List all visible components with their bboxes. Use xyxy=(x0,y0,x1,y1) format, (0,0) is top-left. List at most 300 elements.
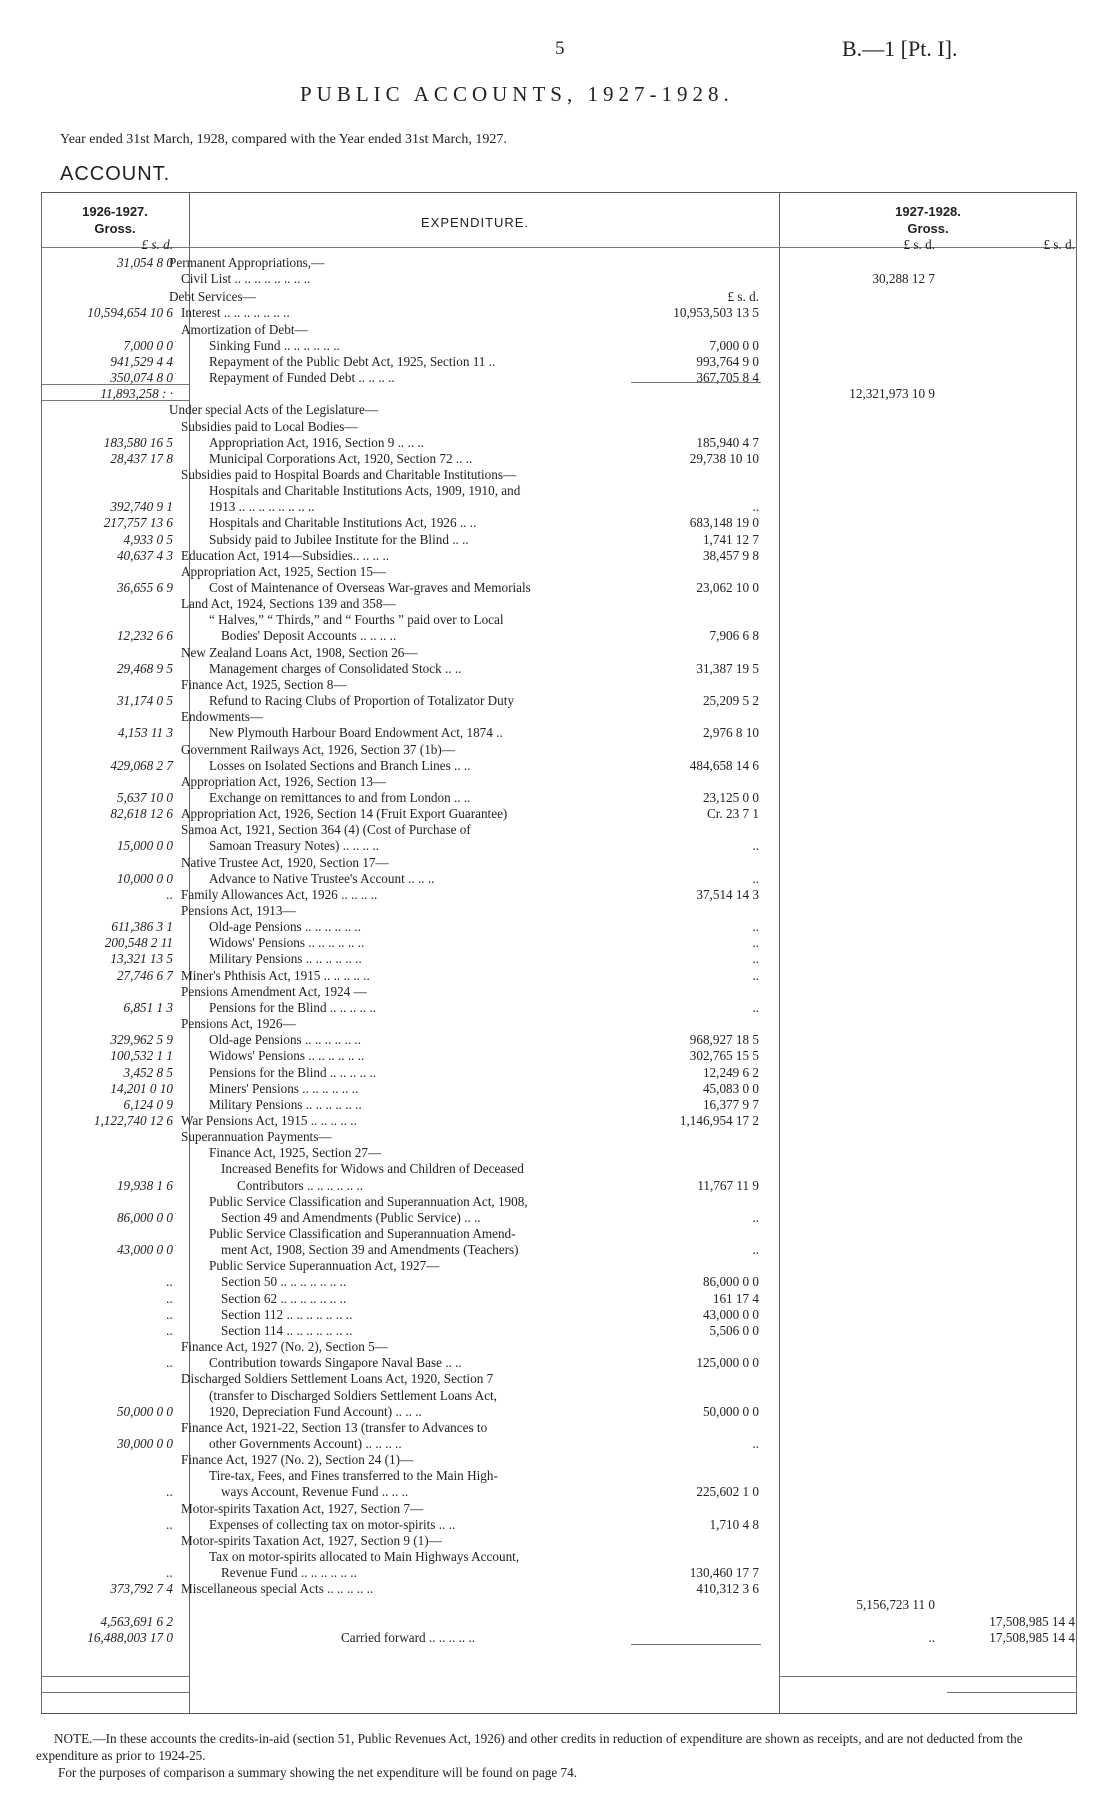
detail-amount: 484,658 14 6 xyxy=(689,757,759,773)
prev-year-amount: 29,468 9 5 xyxy=(116,660,173,676)
table-row xyxy=(41,725,1077,741)
row-description: War Pensions Act, 1915 .. .. .. .. .. xyxy=(181,1112,357,1128)
row-description: Appropriation Act, 1926, Section 14 (Fruit Export Guarantee) xyxy=(181,806,508,822)
prev-year-amount: 11,893,258 : · xyxy=(100,386,173,402)
table-row xyxy=(41,1501,1077,1517)
row-description: Section 49 and Amendments (Public Service) .. .. xyxy=(221,1209,481,1225)
detail-amount: 38,457 9 8 xyxy=(702,547,759,563)
detail-amount: 45,083 0 0 xyxy=(702,1080,759,1096)
table-row xyxy=(41,1048,1077,1064)
detail-amount: Cr. 23 7 1 xyxy=(706,806,759,822)
row-description: Repayment of Funded Debt .. .. .. .. xyxy=(209,370,395,386)
table-row xyxy=(41,774,1077,790)
detail-amount: 2,976 8 10 xyxy=(702,725,759,741)
row-description: Subsidies paid to Local Bodies— xyxy=(181,418,358,434)
row-description: Finance Act, 1921-22, Section 13 (transfer to Advances to xyxy=(181,1419,488,1435)
row-description: Widows' Pensions .. .. .. .. .. .. xyxy=(209,935,365,951)
prev-year-amount: 30,000 0 0 xyxy=(116,1435,173,1451)
detail-amount: 7,906 6 8 xyxy=(709,628,759,644)
detail-amount: .. xyxy=(752,967,759,983)
row-description: Education Act, 1914—Subsidies.. .. .. .. xyxy=(181,547,390,563)
detail-amount: 1,146,954 17 2 xyxy=(679,1112,759,1128)
table-row xyxy=(41,515,1077,531)
table-row xyxy=(41,1371,1077,1387)
footnote-text-2: For the purposes of comparison a summary showing the net expenditure will be found on page 74. xyxy=(58,1765,577,1780)
total-rule xyxy=(947,1692,1077,1693)
detail-amount: 7,000 0 0 xyxy=(709,337,759,353)
row-description: Government Railways Act, 1926, Section 37 (1b)— xyxy=(181,741,455,757)
row-description: Refund to Racing Clubs of Proportion of Totalizator Duty xyxy=(209,693,515,709)
prev-year-amount: 329,962 5 9 xyxy=(110,1032,173,1048)
currency-header-gross: £ s. d. xyxy=(903,237,935,252)
detail-amount: .. xyxy=(752,919,759,935)
row-description: Native Trustee Act, 1920, Section 17— xyxy=(181,854,389,870)
detail-amount: 10,953,503 13 5 xyxy=(673,305,759,321)
row-description: Samoa Act, 1921, Section 364 (4) (Cost of Purchase of xyxy=(181,822,471,838)
table-row xyxy=(41,984,1077,1000)
table-row xyxy=(41,532,1077,548)
prev-year-amount: 6,124 0 9 xyxy=(123,1096,173,1112)
gross-total: 17,508,985 14 4 xyxy=(989,1613,1075,1629)
row-description: (transfer to Discharged Soldiers Settlement Loans Act, xyxy=(209,1387,497,1403)
row-description: Appropriation Act, 1926, Section 13— xyxy=(181,773,387,789)
table-row xyxy=(41,677,1077,693)
detail-amount: 25,209 5 2 xyxy=(702,693,759,709)
table-row xyxy=(41,386,1077,402)
row-description: Subsidies paid to Hospital Boards and Charitable Institutions— xyxy=(181,466,517,482)
table-row xyxy=(41,1355,1077,1371)
prev-year-amount: 43,000 0 0 xyxy=(116,1242,173,1258)
row-description: Finance Act, 1925, Section 27— xyxy=(209,1145,382,1161)
detail-amount: .. xyxy=(752,1435,759,1451)
detail-amount: 12,249 6 2 xyxy=(702,1064,759,1080)
prev-year-amount: 14,201 0 10 xyxy=(110,1080,173,1096)
row-description: Tire-tax, Fees, and Fines transferred to the Main High- xyxy=(209,1468,498,1484)
table-row xyxy=(41,1097,1077,1113)
row-description: Hospitals and Charitable Institutions Acts, 1909, 1910, and xyxy=(209,483,521,499)
row-description: Exchange on remittances to and from London .. .. xyxy=(209,789,471,805)
prev-year-amount: 4,153 11 3 xyxy=(117,725,173,741)
prev-year-amount: 941,529 4 4 xyxy=(110,353,173,369)
row-description: Cost of Maintenance of Overseas War-graves and Memorials xyxy=(209,580,531,595)
detail-amount: 1,710 4 8 xyxy=(709,1516,759,1532)
table-row xyxy=(41,1274,1077,1290)
detail-amount: 302,765 15 5 xyxy=(689,1048,759,1064)
table-row xyxy=(41,1323,1077,1339)
prev-year-amount: .. xyxy=(166,1290,173,1306)
table-row xyxy=(41,419,1077,435)
table-row xyxy=(41,1339,1077,1355)
table-row xyxy=(41,855,1077,871)
expenditure-header: EXPENDITURE. xyxy=(421,215,530,230)
table-row xyxy=(41,1081,1077,1097)
table-row xyxy=(41,580,1077,596)
table-row xyxy=(41,1194,1077,1210)
row-description: Appropriation Act, 1916, Section 9 .. .. .. xyxy=(209,434,425,450)
prev-year-amount: .. xyxy=(166,1565,173,1581)
detail-amount: 130,460 17 7 xyxy=(689,1565,759,1581)
row-description: Increased Benefits for Widows and Children of Deceased xyxy=(221,1161,524,1177)
table-row xyxy=(41,1065,1077,1081)
detail-amount: .. xyxy=(752,870,759,886)
row-description: Pensions for the Blind .. .. .. .. .. xyxy=(209,999,377,1015)
detail-amount: 86,000 0 0 xyxy=(702,1274,759,1290)
row-description: Finance Act, 1927 (No. 2), Section 5— xyxy=(181,1339,388,1355)
table-row xyxy=(41,596,1077,612)
table-row xyxy=(41,661,1077,677)
prev-gross-label: Gross. xyxy=(94,221,136,236)
detail-amount: 43,000 0 0 xyxy=(702,1306,759,1322)
row-description: Civil List .. .. .. .. .. .. .. .. xyxy=(181,271,311,287)
row-description: Military Pensions .. .. .. .. .. .. xyxy=(209,951,362,967)
row-description: Permanent Appropriations,— xyxy=(169,255,325,270)
prev-year-amount: .. xyxy=(166,1355,173,1371)
detail-amount: .. xyxy=(752,1242,759,1258)
table-row xyxy=(41,951,1077,967)
row-description: ment Act, 1908, Section 39 and Amendments (Teachers) xyxy=(221,1242,519,1258)
table-row xyxy=(41,693,1077,709)
table-row xyxy=(41,451,1077,467)
prev-year-amount: 217,757 13 6 xyxy=(103,515,173,531)
table-row xyxy=(41,1307,1077,1323)
row-description: Section 62 .. .. .. .. .. .. .. xyxy=(221,1290,347,1306)
table-row xyxy=(41,790,1077,806)
prev-year-amount: 15,000 0 0 xyxy=(116,838,173,854)
prev-year-amount: 12,232 6 6 xyxy=(116,628,173,644)
table-row xyxy=(41,1129,1077,1145)
table-row xyxy=(41,1388,1077,1404)
prev-year-amount: .. xyxy=(166,1516,173,1532)
detail-amount: 23,062 10 0 xyxy=(696,580,759,595)
table-row xyxy=(41,1000,1077,1016)
row-description: Subsidy paid to Jubilee Institute for the Blind .. .. xyxy=(209,531,469,547)
row-description: Contribution towards Singapore Naval Base .. .. xyxy=(209,1355,462,1371)
prev-year-amount: 86,000 0 0 xyxy=(116,1209,173,1225)
row-description: Miners' Pensions .. .. .. .. .. .. xyxy=(209,1080,359,1096)
row-description: Amortization of Debt— xyxy=(181,321,308,337)
table-row xyxy=(41,1258,1077,1274)
table-row xyxy=(41,1145,1077,1161)
table-row xyxy=(41,1484,1077,1500)
detail-amount: 225,602 1 0 xyxy=(696,1484,759,1500)
table-row xyxy=(41,1113,1077,1129)
detail-amount: 125,000 0 0 xyxy=(696,1355,759,1371)
table-row xyxy=(41,645,1077,661)
currency-header-mid-row xyxy=(41,289,1077,305)
table-row xyxy=(41,1533,1077,1549)
table-row xyxy=(41,935,1077,951)
table-row xyxy=(41,871,1077,887)
detail-amount: .. xyxy=(752,999,759,1015)
prev-year-amount: 7,000 0 0 xyxy=(123,337,173,353)
row-description: Finance Act, 1925, Section 8— xyxy=(181,676,347,692)
currency-header-mid: £ s. d. xyxy=(727,289,759,305)
table-row xyxy=(41,402,1077,418)
row-description: Advance to Native Trustee's Account .. .. .. xyxy=(209,870,435,886)
table-row xyxy=(41,255,1077,271)
prev-year-amount: .. xyxy=(166,1322,173,1338)
total-rule xyxy=(41,1692,189,1693)
footnote xyxy=(36,1730,1086,1781)
prev-year-amount: 183,580 16 5 xyxy=(103,434,173,450)
row-description: Municipal Corporations Act, 1920, Section 72 .. .. xyxy=(209,450,473,466)
table-row xyxy=(41,709,1077,725)
table-row xyxy=(41,322,1077,338)
currency-header-gross-total: £ s. d. xyxy=(1043,237,1075,252)
row-description: Discharged Soldiers Settlement Loans Act, 1920, Section 7 xyxy=(181,1371,494,1387)
row-description: Section 50 .. .. .. .. .. .. .. xyxy=(221,1274,347,1290)
row-description: “ Halves,” “ Thirds,” and “ Fourths ” paid over to Local xyxy=(209,612,504,628)
row-description: Pensions Act, 1913— xyxy=(181,903,296,918)
row-description: Samoan Treasury Notes) .. .. .. .. xyxy=(209,838,379,854)
currency-header-prev: £ s. d. xyxy=(141,237,173,252)
row-description: New Plymouth Harbour Board Endowment Act, 1874 .. xyxy=(209,725,503,741)
prev-year-amount: .. xyxy=(166,1484,173,1500)
footnote-text: NOTE.—In these accounts the credits-in-aid (section 51, Public Revenues Act, 1926) and other credits in reduction of expenditure are shown as receipts, and are not deducted from the expenditure as prior to 1924-25. xyxy=(36,1731,1023,1763)
cur-gross-label: Gross. xyxy=(907,221,949,236)
table-row xyxy=(41,1581,1077,1597)
table-row xyxy=(41,354,1077,370)
table-row xyxy=(41,564,1077,580)
prev-year-amount: 373,792 7 4 xyxy=(110,1581,173,1597)
row-description: New Zealand Loans Act, 1908, Section 26— xyxy=(181,644,418,660)
row-description: ways Account, Revenue Fund .. .. .. xyxy=(221,1484,409,1500)
table-row xyxy=(41,1016,1077,1032)
prev-year-amount: .. xyxy=(166,1274,173,1290)
page-subtitle: Year ended 31st March, 1928, compared with the Year ended 31st March, 1927. xyxy=(60,132,507,147)
table-row xyxy=(41,758,1077,774)
row-description: Family Allowances Act, 1926 .. .. .. .. xyxy=(181,886,378,902)
prev-year-amount: 3,452 8 5 xyxy=(123,1064,173,1080)
gross-subtotal: .. xyxy=(928,1629,935,1645)
expenditure-table xyxy=(41,192,1077,1714)
prev-year-label: 1926-1927. xyxy=(82,204,148,219)
table-row xyxy=(41,1630,1077,1646)
prev-year-amount: 16,488,003 17 0 xyxy=(87,1629,173,1645)
detail-amount: 29,738 10 10 xyxy=(689,450,759,466)
row-description: Public Service Superannuation Act, 1927— xyxy=(209,1258,440,1274)
row-description: Section 114 .. .. .. .. .. .. .. xyxy=(221,1322,353,1338)
detail-amount: 993,764 9 0 xyxy=(696,353,759,369)
detail-amount: 161 17 4 xyxy=(712,1290,759,1306)
row-description: Pensions Amendment Act, 1924 — xyxy=(181,983,367,999)
detail-amount: 11,767 11 9 xyxy=(697,1177,759,1193)
detail-amount: 16,377 9 7 xyxy=(702,1096,759,1112)
row-description: Miscellaneous special Acts .. .. .. .. .. xyxy=(181,1581,374,1597)
detail-amount: 367,705 8 4 xyxy=(696,370,759,386)
prev-year-amount: 200,548 2 11 xyxy=(104,935,173,951)
subtotal-rule xyxy=(41,384,189,385)
row-description: Motor-spirits Taxation Act, 1927, Section 9 (1)— xyxy=(181,1532,442,1548)
row-description: Appropriation Act, 1925, Section 15— xyxy=(181,563,387,579)
row-description: Tax on motor-spirits allocated to Main Highways Account, xyxy=(209,1549,520,1564)
prev-year-amount: 350,074 8 0 xyxy=(110,370,173,386)
table-row xyxy=(41,271,1077,287)
row-description: Hospitals and Charitable Institutions Act, 1926 .. .. xyxy=(209,515,477,531)
row-description: Old-age Pensions .. .. .. .. .. .. xyxy=(209,919,362,935)
table-row xyxy=(41,305,1077,321)
row-description: Military Pensions .. .. .. .. .. .. xyxy=(209,1096,362,1112)
table-row xyxy=(41,548,1077,564)
detail-amount: 185,940 4 7 xyxy=(696,434,759,450)
row-description: Management charges of Consolidated Stock .. .. xyxy=(209,660,462,676)
table-row xyxy=(41,1614,1077,1630)
row-description: Repayment of the Public Debt Act, 1925, Section 11 .. xyxy=(209,353,496,369)
detail-amount: .. xyxy=(752,838,759,854)
detail-amount: .. xyxy=(752,1209,759,1225)
subtotal-rule xyxy=(41,400,189,401)
prev-year-header xyxy=(41,203,189,237)
detail-amount: 37,514 14 3 xyxy=(696,886,759,902)
table-row xyxy=(41,742,1077,758)
gross-total: 17,508,985 14 4 xyxy=(989,1629,1075,1645)
row-description: 1913 .. .. .. .. .. .. .. .. xyxy=(209,499,315,515)
currency-header-row xyxy=(41,237,1077,253)
page-number: 5 xyxy=(555,38,565,59)
table-row xyxy=(41,483,1077,499)
table-row xyxy=(41,1226,1077,1242)
gross-subtotal: 12,321,973 10 9 xyxy=(849,386,935,402)
table-row xyxy=(41,903,1077,919)
row-description: Superannuation Payments— xyxy=(181,1129,332,1145)
prev-year-amount: 31,054 8 0 xyxy=(116,255,173,270)
table-row xyxy=(41,1468,1077,1484)
prev-year-amount: 611,386 3 1 xyxy=(111,919,173,935)
table-row xyxy=(41,1210,1077,1226)
table-row xyxy=(41,1436,1077,1452)
row-description: Pensions Act, 1926— xyxy=(181,1016,296,1032)
row-description: Sinking Fund .. .. .. .. .. .. xyxy=(209,337,340,353)
detail-amount: 50,000 0 0 xyxy=(702,1403,759,1419)
detail-amount: .. xyxy=(752,935,759,951)
prev-year-amount: 82,618 12 6 xyxy=(110,806,173,822)
detail-amount: 23,125 0 0 xyxy=(702,789,759,805)
table-row xyxy=(41,499,1077,515)
gross-subtotal: 5,156,723 11 0 xyxy=(856,1597,935,1613)
cur-year-header xyxy=(779,203,1077,237)
prev-year-amount: 19,938 1 6 xyxy=(116,1177,173,1193)
prev-year-amount: 429,068 2 7 xyxy=(110,757,173,773)
prev-year-amount: 50,000 0 0 xyxy=(116,1403,173,1419)
prev-year-amount: 28,437 17 8 xyxy=(110,450,173,466)
table-row xyxy=(41,338,1077,354)
cur-year-label: 1927-1928. xyxy=(895,204,961,219)
detail-amount: 683,148 19 0 xyxy=(689,515,759,531)
detail-amount: 1,741 12 7 xyxy=(702,531,759,547)
row-description: Revenue Fund .. .. .. .. .. .. xyxy=(221,1565,357,1581)
subtotal-rule xyxy=(779,1676,1077,1677)
table-row xyxy=(41,628,1077,644)
table-row xyxy=(41,370,1077,386)
row-description: 1920, Depreciation Fund Account) .. .. .. xyxy=(209,1403,422,1419)
row-description: Land Act, 1924, Sections 139 and 358— xyxy=(181,596,396,612)
prev-year-amount: 392,740 9 1 xyxy=(110,499,173,515)
row-description: Under special Acts of the Legislature— xyxy=(169,402,379,418)
prev-year-amount: 36,655 6 9 xyxy=(116,580,173,595)
table-row xyxy=(41,612,1077,628)
carried-forward-label: Carried forward .. .. .. .. .. xyxy=(341,1629,476,1645)
prev-year-amount: 1,122,740 12 6 xyxy=(93,1112,173,1128)
row-description: Public Service Classification and Superannuation Act, 1908, xyxy=(209,1193,528,1209)
row-description: Widows' Pensions .. .. .. .. .. .. xyxy=(209,1048,365,1064)
table-row xyxy=(41,887,1077,903)
prev-year-amount: 100,532 1 1 xyxy=(110,1048,173,1064)
row-description: Interest .. .. .. .. .. .. .. xyxy=(181,305,290,321)
table-row xyxy=(41,1517,1077,1533)
table-row xyxy=(41,1549,1077,1565)
table-row xyxy=(41,1452,1077,1468)
row-description: Public Service Classification and Superannuation Amend- xyxy=(209,1226,516,1241)
detail-amount: .. xyxy=(752,951,759,967)
table-row xyxy=(41,1032,1077,1048)
subtotal-rule xyxy=(631,1644,761,1645)
detail-amount: 410,312 3 6 xyxy=(696,1581,759,1597)
subtotal-rule xyxy=(631,382,761,383)
prev-year-amount: 13,321 13 5 xyxy=(110,951,173,967)
prev-year-amount: .. xyxy=(166,1306,173,1322)
gross-subtotal: 30,288 12 7 xyxy=(872,271,935,287)
subtotal-rule xyxy=(41,1676,189,1677)
row-description: Pensions for the Blind .. .. .. .. .. xyxy=(209,1064,377,1080)
row-description: Contributors .. .. .. .. .. .. xyxy=(237,1177,364,1193)
table-row xyxy=(41,1291,1077,1307)
table-row xyxy=(41,1597,1077,1613)
table-row xyxy=(41,822,1077,838)
row-description: Motor-spirits Taxation Act, 1927, Section 7— xyxy=(181,1500,424,1516)
table-row xyxy=(41,968,1077,984)
prev-year-amount: 4,933 0 5 xyxy=(123,531,173,547)
row-description: Bodies' Deposit Accounts .. .. .. .. xyxy=(221,628,397,644)
table-row xyxy=(41,806,1077,822)
document-reference: B.—1 [Pt. I]. xyxy=(842,36,958,61)
detail-amount: 31,387 19 5 xyxy=(696,660,759,676)
row-description: Debt Services— xyxy=(169,289,256,305)
page-title: PUBLIC ACCOUNTS, 1927-1928. xyxy=(300,82,734,106)
row-description: other Governments Account) .. .. .. .. xyxy=(209,1435,402,1451)
table-row xyxy=(41,919,1077,935)
table-row xyxy=(41,435,1077,451)
prev-year-amount: 27,746 6 7 xyxy=(116,967,173,983)
section-heading: ACCOUNT. xyxy=(60,163,171,185)
detail-amount: 5,506 0 0 xyxy=(709,1322,759,1338)
row-description: Old-age Pensions .. .. .. .. .. .. xyxy=(209,1032,362,1048)
table-row xyxy=(41,1565,1077,1581)
detail-amount: .. xyxy=(752,499,759,515)
table-row xyxy=(41,1178,1077,1194)
detail-amount: 968,927 18 5 xyxy=(689,1032,759,1048)
table-row xyxy=(41,467,1077,483)
row-description: Endowments— xyxy=(181,709,264,725)
prev-year-amount: 4,563,691 6 2 xyxy=(100,1613,173,1629)
table-row xyxy=(41,1404,1077,1420)
row-description: Finance Act, 1927 (No. 2), Section 24 (1)— xyxy=(181,1452,414,1468)
row-description: Miner's Phthisis Act, 1915 .. .. .. .. .. xyxy=(181,967,370,983)
prev-year-amount: 10,000 0 0 xyxy=(116,870,173,886)
table-row xyxy=(41,1420,1077,1436)
prev-year-amount: 40,637 4 3 xyxy=(116,547,173,563)
prev-year-amount: .. xyxy=(166,886,173,902)
row-description: Expenses of collecting tax on motor-spirits .. .. xyxy=(209,1516,456,1532)
prev-year-amount: 5,637 10 0 xyxy=(116,789,173,805)
prev-year-amount: 10,594,654 10 6 xyxy=(87,305,173,321)
row-description: Losses on Isolated Sections and Branch Lines .. .. xyxy=(209,757,471,773)
prev-year-amount: 31,174 0 5 xyxy=(116,693,173,709)
prev-year-amount: 6,851 1 3 xyxy=(123,999,173,1015)
table-row xyxy=(41,838,1077,854)
row-description: Section 112 .. .. .. .. .. .. .. xyxy=(221,1306,353,1322)
table-row xyxy=(41,1161,1077,1177)
table-row xyxy=(41,1242,1077,1258)
